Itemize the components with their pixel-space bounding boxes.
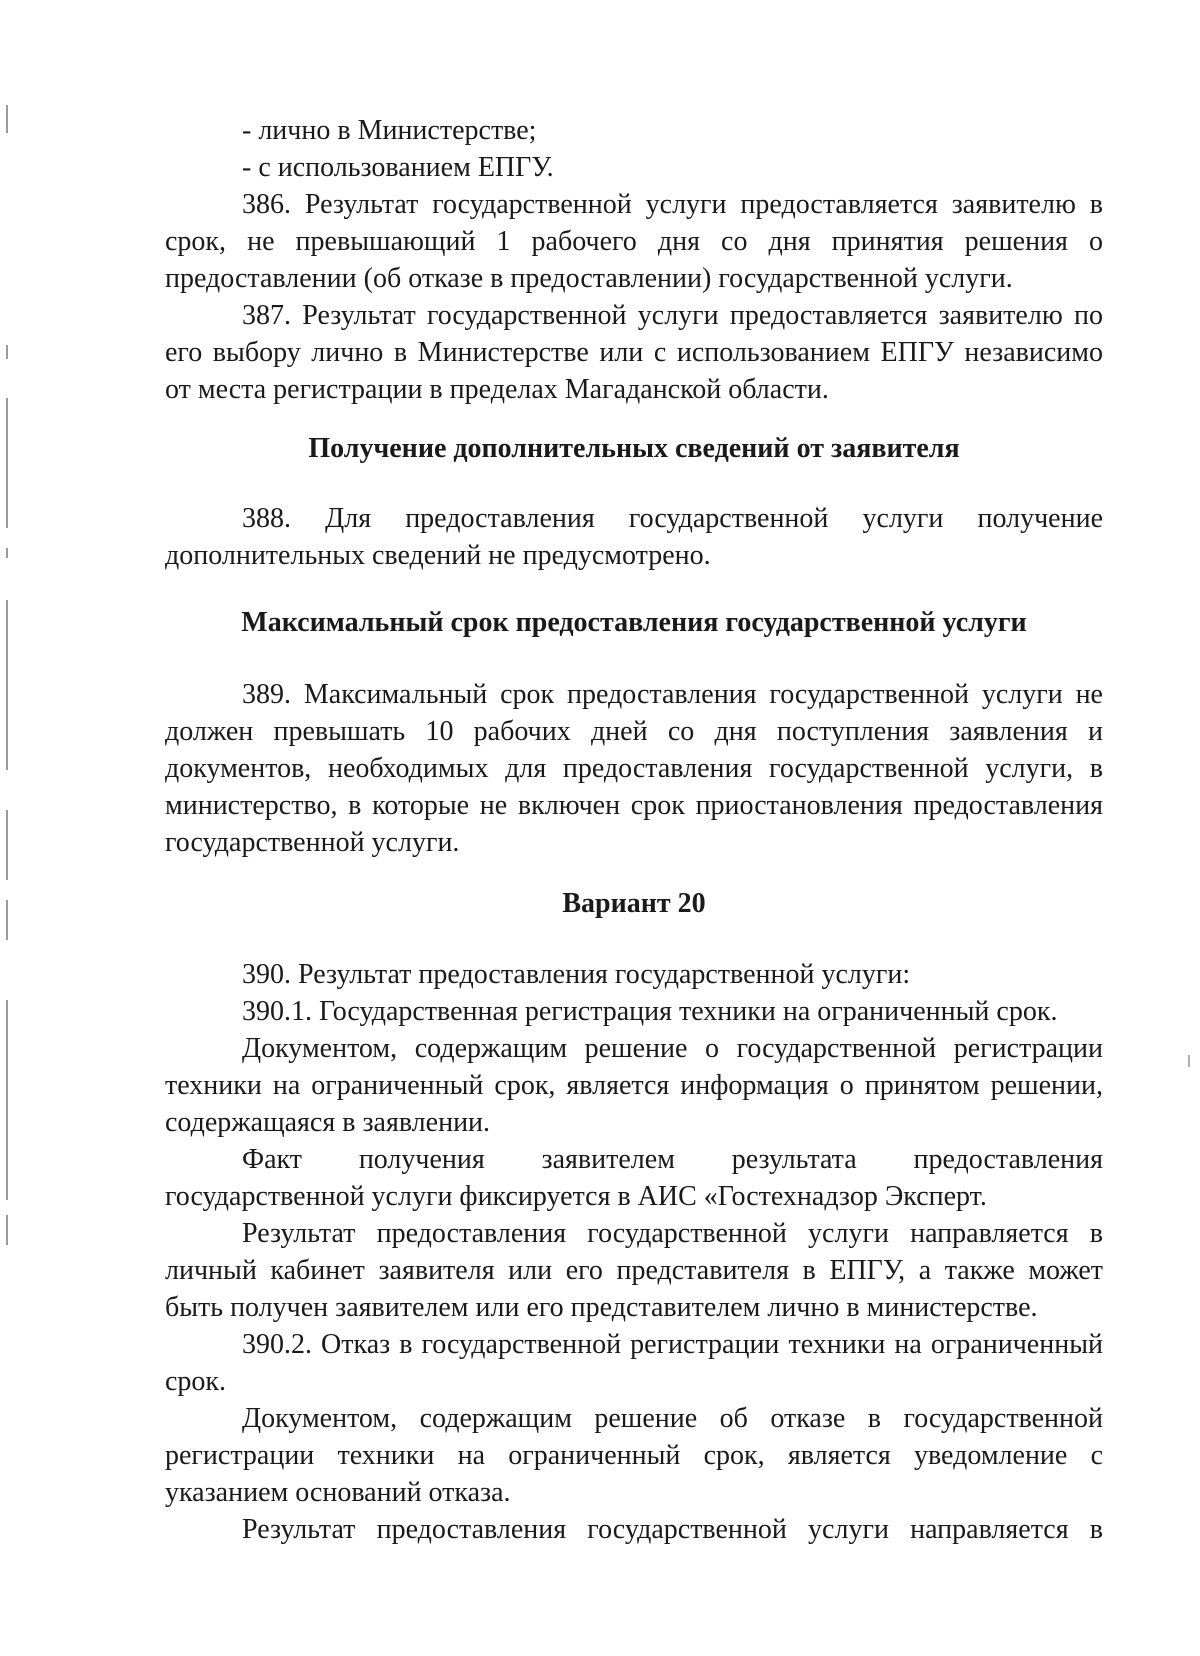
scan-edge-mark (1188, 1055, 1190, 1067)
text-line: быть получен заявителем или его представителем лично в министерстве. (165, 1292, 1038, 1323)
scan-edge-mark (6, 105, 8, 133)
text-line: предоставлении (об отказе в предоставлении) государственной услуги. (165, 263, 1013, 294)
scan-edge-mark (6, 548, 8, 558)
paragraph-block-388 (165, 500, 1103, 574)
scan-edge-mark (6, 900, 8, 940)
text-line: Документом, содержащим решение о государственной регистрации (242, 1033, 1103, 1064)
text-line: его выбору лично в Министерстве или с использованием ЕПГУ независимо (165, 337, 1103, 368)
text-line: содержащаяся в заявлении. (165, 1107, 491, 1138)
text-line: 388. Для предоставления государственной услуги получение (242, 503, 1103, 534)
paragraph-block-389 (165, 676, 1103, 861)
scan-edge-mark (6, 810, 8, 880)
section-heading: Максимальный срок предоставления государственной услуги (241, 607, 1027, 638)
text-line: должен превышать 10 рабочих дней со дня поступления заявления и (165, 716, 1103, 747)
section-heading: Получение дополнительных сведений от заявителя (308, 433, 960, 464)
text-line: Факт получения заявителем результата предоставления (242, 1144, 1103, 1175)
text-line: 389. Максимальный срок предоставления государственной услуги не (242, 679, 1103, 710)
text-line: - лично в Министерстве; (242, 115, 537, 146)
text-line: техники на ограниченный срок, является информация о принятом решении, (165, 1070, 1103, 1101)
text-line: 387. Результат государственной услуги предоставляется заявителю по (242, 300, 1103, 331)
text-line: от места регистрации в пределах Магаданской области. (165, 374, 829, 405)
text-line: срок. (165, 1366, 227, 1397)
scan-edge-mark (6, 600, 8, 770)
text-line: государственной услуги фиксируется в АИС «Гостехнадзор Эксперт. (165, 1181, 987, 1212)
text-line: указанием оснований отказа. (165, 1477, 511, 1508)
scan-edge-mark (6, 398, 8, 528)
text-line: срок, не превышающий 1 рабочего дня со дня принятия решения о (165, 226, 1103, 257)
scan-edge-mark (6, 1000, 8, 1200)
section-heading: Вариант 20 (562, 888, 706, 919)
text-line: Результат предоставления государственной услуги направляется в (242, 1218, 1103, 1249)
scan-edge-mark (6, 345, 8, 359)
text-line: государственной услуги. (165, 827, 460, 858)
text-line: дополнительных сведений не предусмотрено. (165, 540, 711, 571)
paragraph-block-386-387 (165, 112, 1103, 408)
text-line: личный кабинет заявителя или его представителя в ЕПГУ, а также может (165, 1255, 1103, 1286)
text-line: Результат предоставления государственной услуги направляется в (242, 1514, 1103, 1545)
text-line: 390.1. Государственная регистрация техники на ограниченный срок. (242, 996, 1058, 1027)
text-line: 390.2. Отказ в государственной регистрации техники на ограниченный (242, 1329, 1103, 1360)
paragraph-block-390 (165, 956, 1103, 1548)
text-line: 390. Результат предоставления государственной услуги: (242, 959, 911, 990)
text-line: - с использованием ЕПГУ. (242, 152, 554, 183)
scan-edge-mark (6, 1215, 8, 1245)
text-line: министерство, в которые не включен срок приостановления предоставления (165, 790, 1103, 821)
text-line: регистрации техники на ограниченный срок, является уведомление с (165, 1440, 1103, 1471)
text-line: 386. Результат государственной услуги предоставляется заявителю в (242, 189, 1103, 220)
text-line: Документом, содержащим решение об отказе в государственной (242, 1403, 1103, 1434)
text-line: документов, необходимых для предоставления государственной услуги, в (165, 753, 1103, 784)
